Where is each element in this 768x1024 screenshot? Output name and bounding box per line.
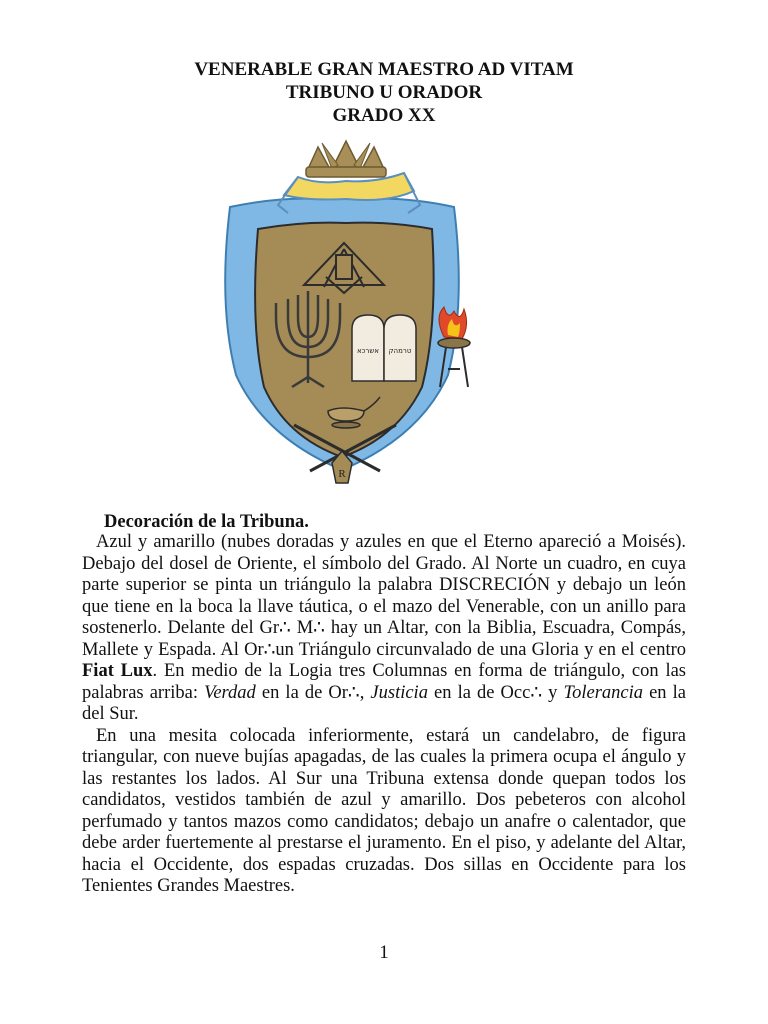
seal-letter: R (338, 468, 346, 480)
p1-text-2: . En medio de la Logia tres Columnas en forma de triángulo, con las palabras arriba: (82, 661, 686, 703)
masonic-crest (208, 125, 476, 490)
tablet-left-text: אשרכא (357, 347, 379, 355)
p1-italic-verdad: Verdad (204, 682, 256, 703)
p1-text-1: Azul y amarillo (nubes doradas y azules en que el Eterno apareció a Moisés). Debajo del dosel de Oriente, el símbolo del Grado. Al Norte un cuadro, en cuya parte superior se pinta un triángulo la palabra DISCRECIÓN y debajo un león que tiene en la boca la llave táutica, o el mazo del Venerable, con un anillo para sostenerlo. Delante del Gr∴ M∴ hay un Altar, con la Biblia, Escuadra, Compás, Mallete y Espada. Al Or∴un Triángulo circunvalado de una Gloria y en el centro (82, 532, 686, 660)
title-line-1: VENERABLE GRAN MAESTRO AD VITAM (194, 59, 574, 80)
p1-italic-tolerancia: Tolerancia (563, 682, 644, 703)
p1-text-3: en la de Or∴, (255, 682, 371, 703)
tablets-icon (352, 315, 416, 381)
brazier-fire-icon (438, 307, 470, 387)
crown-icon (306, 141, 386, 177)
p1-italic-justicia: Justicia (370, 682, 428, 703)
paragraph-1 (82, 532, 686, 726)
title-line-3: GRADO XX (332, 105, 436, 126)
paragraph-2: En una mesita colocada inferiormente, estará un candelabro, de figura triangular, con nueve bujías apagadas, de las cuales la primera ocupa el ángulo y las restantes los lados. Al Sur una Tribuna extensa donde quepan todos los candidatos, vestidos también de azul y amarillo. Dos pebeteros con alcohol perfumado y tantos mazos como candidatos; debajo un anafre o calentador, que debe arder fuertemente al prestarse el juramento. En el piso, y adelante del Altar, hacia el Occidente, dos espadas cruzadas. Dos sillas en Occidente para los Tenientes Grandes Maestres. (82, 725, 686, 896)
body-text (82, 532, 686, 898)
title-line-2: TRIBUNO U ORADOR (285, 82, 483, 103)
p1-text-5: en la del Sur. (82, 682, 686, 724)
page-number: 1 (379, 942, 389, 963)
section-heading: Decoración de la Tribuna. (104, 512, 309, 532)
document-title (0, 58, 768, 127)
p1-text-4: en la de Occ∴ y (427, 682, 564, 703)
tablet-right-text: טרמהק (388, 347, 412, 355)
p1-bold-fiat-lux: Fiat Lux (82, 661, 153, 681)
